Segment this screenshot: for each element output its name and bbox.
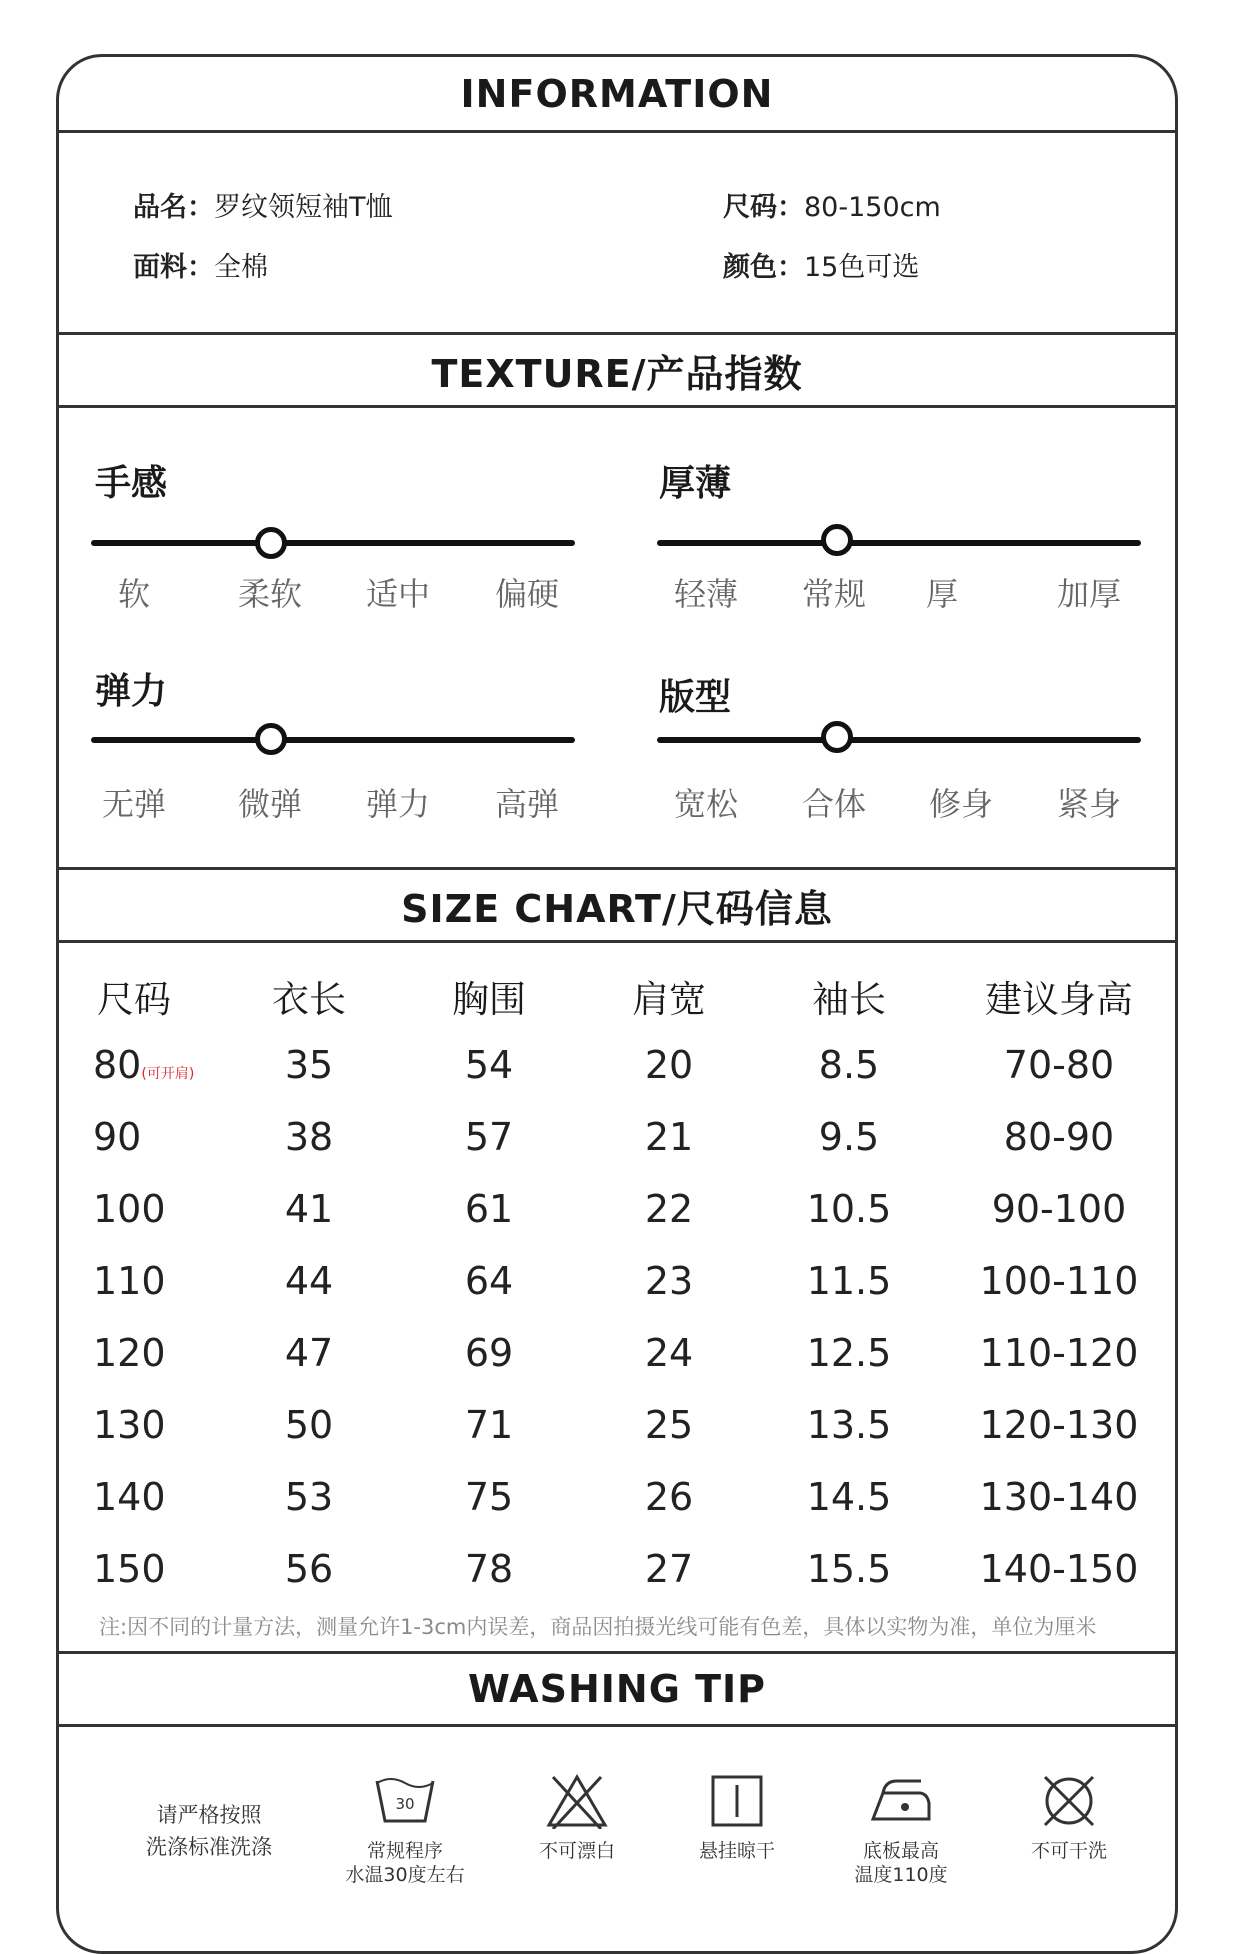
wash-item-line2: 温度110度: [854, 1864, 948, 1886]
table-cell: 150: [93, 1547, 166, 1591]
table-cell: 44: [284, 1259, 334, 1303]
table-cell: 21: [644, 1115, 694, 1159]
wash-item-line1: 不可干洗: [1030, 1840, 1107, 1862]
table-cell: 120: [93, 1331, 166, 1375]
size-range-key: 尺码：: [723, 192, 804, 223]
size-range-value: 80-150cm: [804, 192, 941, 223]
table-cell: 130-140: [979, 1475, 1139, 1519]
information-title: INFORMATION: [460, 71, 774, 116]
scale-option: 合体: [801, 785, 866, 823]
size-chart-title: SIZE CHART/尺码信息: [401, 886, 833, 931]
information-header: [59, 57, 1175, 133]
table-cell: 38: [284, 1115, 334, 1159]
material-value: 全棉: [214, 252, 268, 283]
product-name-value: 罗纹领短袖T恤: [214, 192, 393, 223]
scale-track-fit: [657, 737, 1141, 743]
wash-item-line1: 底板最高: [862, 1840, 939, 1862]
scale-title-thickness: 厚薄: [659, 463, 732, 504]
table-cell: 24: [644, 1331, 694, 1375]
table-cell: 23: [644, 1259, 694, 1303]
wash-tub-number: 30: [395, 1795, 415, 1813]
table-header-sleeve: 袖长: [812, 978, 886, 1021]
material-key: 面料：: [133, 252, 214, 283]
wash-item-no-bleach: [497, 1773, 657, 1863]
wash-item-hang-dry: [657, 1773, 817, 1863]
material-row: [133, 245, 268, 284]
table-cell: 53: [284, 1475, 334, 1519]
scale-option: 厚: [925, 575, 958, 613]
product-name-key: 品名：: [133, 192, 214, 223]
scale-option: 紧身: [1056, 785, 1121, 823]
washing-lead-line1: 请严格按照: [156, 1803, 262, 1827]
table-cell: 25: [644, 1403, 694, 1447]
table-cell: 14.5: [806, 1475, 892, 1519]
size-chart-header: [59, 867, 1175, 943]
scale-option: 修身: [928, 785, 993, 823]
table-header-height: 建议身高: [985, 978, 1133, 1021]
table-cell: 90: [93, 1115, 142, 1159]
table-header-chest: 胸围: [452, 978, 526, 1021]
scale-option: 偏硬: [494, 575, 559, 613]
scale-knob-thickness: [821, 524, 853, 556]
scale-option: 轻薄: [673, 575, 738, 613]
table-cell: 47: [284, 1331, 334, 1375]
table-cell: 22: [644, 1187, 694, 1231]
table-cell: 100: [93, 1187, 166, 1231]
scale-track-hand-feel: [91, 540, 575, 546]
table-cell: 26: [644, 1475, 694, 1519]
size-footnote: 注:因不同的计量方法，测量允许1-3cm内误差，商品因拍摄光线可能有色差，具体以实物为准，单位为厘米: [99, 1615, 1097, 1639]
table-cell: 8.5: [818, 1043, 880, 1087]
table-cell: 140: [93, 1475, 166, 1519]
table-cell: 10.5: [806, 1187, 892, 1231]
size-range-row: [723, 185, 941, 224]
table-header-length: 衣长: [272, 978, 346, 1021]
scale-title-hand-feel: 手感: [95, 463, 168, 504]
table-cell: 20: [644, 1043, 694, 1087]
table-cell: 13.5: [806, 1403, 892, 1447]
scale-title-fit: 版型: [659, 677, 732, 718]
table-cell: 100-110: [979, 1259, 1139, 1303]
scale-option: 高弹: [494, 785, 559, 823]
scale-knob-fit: [821, 721, 853, 753]
table-header-size: 尺码: [97, 978, 171, 1021]
table-cell: 27: [644, 1547, 694, 1591]
texture-title: TEXTURE/产品指数: [431, 351, 803, 396]
table-cell: 57: [464, 1115, 514, 1159]
product-name-row: [133, 185, 393, 224]
scale-option: 软: [117, 575, 150, 613]
table-cell: 69: [464, 1331, 514, 1375]
scale-title-elasticity: 弹力: [95, 671, 168, 712]
table-cell: 80(可开肩): [93, 1043, 195, 1087]
table-cell: 41: [284, 1187, 334, 1231]
table-cell: 35: [284, 1043, 334, 1087]
table-cell: 78: [464, 1547, 514, 1591]
color-key: 颜色：: [723, 252, 804, 283]
table-cell: 9.5: [818, 1115, 880, 1159]
washing-header: [59, 1651, 1175, 1727]
scale-knob-elasticity: [255, 723, 287, 755]
table-cell: 120-130: [979, 1403, 1139, 1447]
color-value: 15色可选: [804, 252, 920, 283]
table-cell: 110: [93, 1259, 166, 1303]
hang-dry-icon: [705, 1773, 769, 1829]
wash-item-line2: 水温30度左右: [345, 1864, 465, 1886]
scale-option: 适中: [365, 575, 430, 613]
color-row: [723, 245, 919, 284]
table-cell: 90-100: [991, 1187, 1127, 1231]
washing-lead-line2: 洗涤标准洗涤: [146, 1835, 272, 1859]
scale-track-thickness: [657, 540, 1141, 546]
table-cell: 15.5: [806, 1547, 892, 1591]
table-cell: 71: [464, 1403, 514, 1447]
table-cell: 130: [93, 1403, 166, 1447]
table-cell: 75: [464, 1475, 514, 1519]
table-cell: 11.5: [806, 1259, 892, 1303]
table-cell: 54: [464, 1043, 514, 1087]
no-dry-clean-icon: [1037, 1773, 1101, 1829]
table-cell: 140-150: [979, 1547, 1139, 1591]
table-cell: 70-80: [1003, 1043, 1115, 1087]
table-cell: 64: [464, 1259, 514, 1303]
table-cell: 12.5: [806, 1331, 892, 1375]
wash-item-no-dry-clean: [989, 1773, 1149, 1863]
wash-30-icon: [373, 1773, 437, 1829]
scale-option: 柔软: [237, 575, 302, 613]
scale-track-elasticity: [91, 737, 575, 743]
wash-item-line1: 不可漂白: [538, 1840, 615, 1862]
washing-lead-text: [119, 1799, 299, 1863]
texture-header: [59, 332, 1175, 408]
washing-title: WASHING TIP: [467, 1667, 767, 1711]
wash-item-line1: 悬挂晾干: [698, 1840, 775, 1862]
scale-option: 弹力: [365, 785, 430, 823]
table-cell: 110-120: [979, 1331, 1139, 1375]
scale-option: 宽松: [673, 785, 738, 823]
wash-item-iron: [821, 1773, 981, 1887]
scale-option: 微弹: [237, 785, 302, 823]
size-80-note: (可开肩): [141, 1066, 195, 1082]
no-bleach-icon: [545, 1773, 609, 1829]
info-card: [56, 54, 1178, 1954]
iron-icon: [869, 1773, 933, 1829]
scale-option: 常规: [801, 575, 866, 613]
wash-item-30: [325, 1773, 485, 1887]
table-cell: 50: [284, 1403, 334, 1447]
table-cell: 80-90: [1003, 1115, 1115, 1159]
scale-option: 无弹: [101, 785, 166, 823]
scale-knob-hand-feel: [255, 527, 287, 559]
wash-item-line1: 常规程序: [366, 1840, 443, 1862]
table-cell: 61: [464, 1187, 514, 1231]
table-header-shoulder: 肩宽: [632, 978, 706, 1021]
scale-option: 加厚: [1056, 575, 1121, 613]
table-cell: 56: [284, 1547, 334, 1591]
